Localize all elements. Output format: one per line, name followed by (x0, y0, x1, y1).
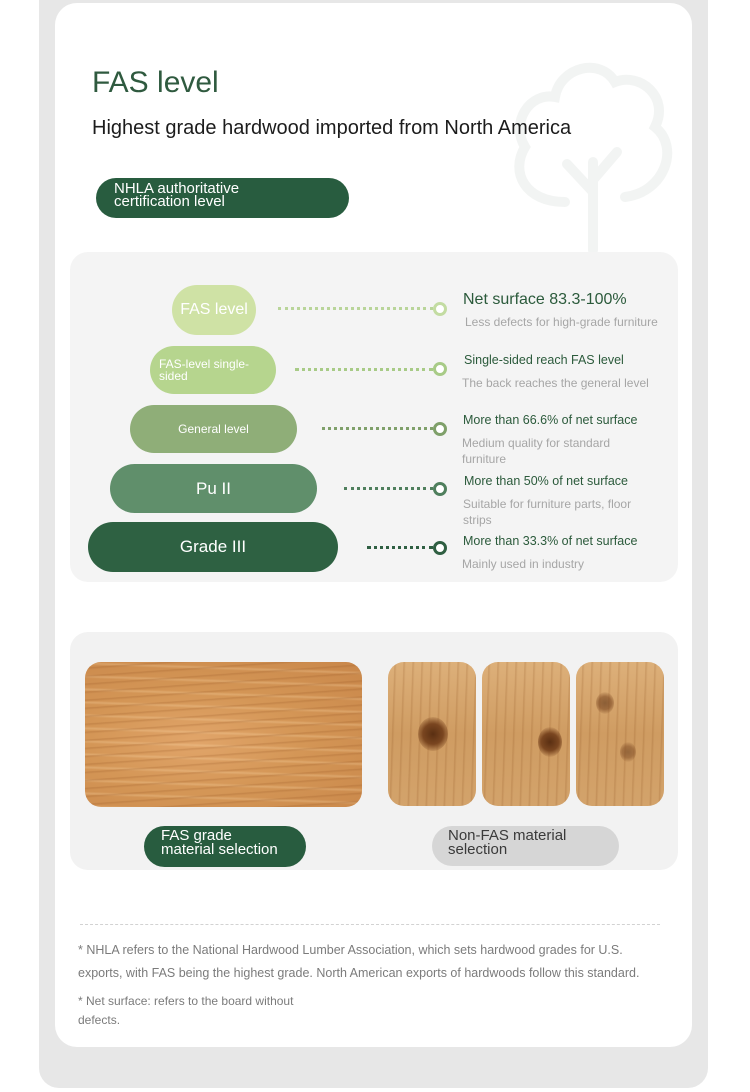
non-fas-wood-image-3 (576, 662, 664, 806)
connector-line (295, 368, 433, 371)
non-fas-material-line-2: selection (448, 841, 508, 858)
connector-ring (433, 362, 447, 376)
level-fas-single-sided-line-1: FAS-level single- (159, 357, 250, 371)
level-pu-ii-note-2: strips (463, 513, 492, 527)
footnote-net-surface-line-1: * Net surface: refers to the board without (78, 994, 294, 1008)
tree-icon (505, 52, 685, 252)
level-fas-note: Less defects for high-grade furniture (465, 315, 658, 329)
page-title: FAS level (92, 66, 219, 99)
level-pu-ii: Pu II (110, 464, 317, 513)
footnote-net-surface-line-2: defects. (78, 1013, 121, 1027)
level-grade-iii-note: Mainly used in industry (462, 557, 585, 571)
non-fas-wood-image-2 (482, 662, 570, 806)
connector-line (367, 546, 433, 549)
non-fas-wood-image-1 (388, 662, 476, 806)
fas-material-label (144, 826, 306, 867)
wood-knot (538, 727, 562, 757)
non-fas-material-line-1: Non-FAS material (448, 827, 567, 844)
footnote-divider (80, 924, 660, 925)
badge-line-1: NHLA authoritative (114, 180, 240, 197)
fas-material-line-1: FAS grade (161, 827, 232, 844)
level-single-sided-heading: Single-sided reach FAS level (464, 353, 624, 367)
nhla-certification-badge (96, 178, 349, 218)
wood-knot (596, 692, 614, 714)
connector-ring (433, 541, 447, 555)
footnote-nhla-line-2: exports, with FAS being the highest grade. North American exports of hardwoods follow this standard. (78, 966, 640, 980)
level-pu-ii-note-1: Suitable for furniture parts, floor (463, 497, 632, 511)
footnote-nhla-line-1: * NHLA refers to the National Hardwood Lumber Association, which sets hardwood grades for U.S. (78, 943, 623, 957)
page-subtitle: Highest grade hardwood imported from North America (92, 117, 572, 139)
level-general: General level (130, 405, 297, 453)
connector-line (278, 307, 433, 310)
level-fas-single-sided-line-2: sided (159, 369, 188, 383)
connector-line (322, 427, 433, 430)
level-pu-ii-heading: More than 50% of net surface (464, 474, 628, 488)
level-single-sided-note: The back reaches the general level (462, 376, 649, 390)
level-general-heading: More than 66.6% of net surface (463, 413, 638, 427)
connector-ring (433, 422, 447, 436)
level-fas: FAS level (172, 285, 256, 335)
level-grade-iii-heading: More than 33.3% of net surface (463, 534, 638, 548)
level-general-note-2: furniture (462, 452, 507, 466)
badge-line-2: certification level (114, 193, 225, 210)
connector-line (344, 487, 433, 490)
level-fas-heading: Net surface 83.3-100% (463, 291, 627, 308)
wood-knot (620, 742, 636, 762)
fas-wood-image (85, 662, 362, 807)
connector-ring (433, 302, 447, 316)
non-fas-material-label (432, 826, 619, 866)
level-grade-iii: Grade III (88, 522, 338, 572)
connector-ring (433, 482, 447, 496)
wood-knot (418, 717, 448, 751)
level-general-note-1: Medium quality for standard (462, 436, 611, 450)
fas-material-line-2: material selection (161, 841, 278, 858)
level-fas-single-sided (150, 346, 276, 394)
